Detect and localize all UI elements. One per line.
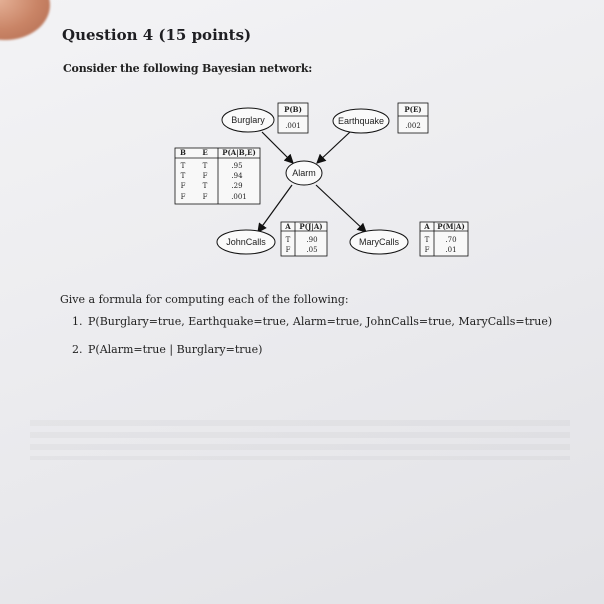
cpt-alarm-cell: F [202, 172, 208, 180]
cpt-johncalls-cell: .90 [306, 236, 318, 244]
edge-burglary-alarm [262, 132, 293, 163]
cpt-alarm-cell: F [180, 182, 186, 190]
cpt-marycalls-cell: .01 [445, 246, 457, 254]
cpt-earthquake-value: .002 [405, 122, 421, 130]
cpt-alarm-cell: .95 [231, 162, 243, 170]
show-through-text [30, 420, 570, 460]
node-johncalls-label: JohnCalls [226, 237, 266, 247]
cpt-marycalls-header-a: A [424, 222, 430, 231]
task-number: 1. [72, 315, 83, 328]
question-title: Question 4 (15 points) [62, 26, 252, 44]
cpt-alarm-header-e: E [202, 148, 208, 157]
cpt-johncalls-cell: T [285, 236, 291, 244]
node-johncalls [217, 230, 275, 254]
cpt-alarm-cell: .001 [231, 193, 247, 201]
node-marycalls-label: MaryCalls [358, 237, 400, 247]
node-alarm-label: Alarm [292, 168, 316, 178]
cpt-alarm-cell: T [180, 172, 186, 180]
cpt-burglary [278, 103, 308, 133]
node-burglary [222, 108, 274, 132]
cpt-earthquake-header: P(E) [404, 105, 422, 114]
cpt-alarm-cell: F [202, 193, 208, 201]
tasks-intro: Give a formula for computing each of the following: [60, 293, 349, 306]
cpt-alarm-cell: .29 [231, 182, 243, 190]
cpt-earthquake [398, 103, 428, 133]
cpt-alarm-cell: .94 [231, 172, 243, 180]
node-earthquake [333, 109, 389, 133]
cpt-marycalls-header-p: P(M|A) [437, 222, 465, 231]
node-earthquake-label: Earthquake [337, 116, 385, 126]
cpt-johncalls-cell: .05 [306, 246, 318, 254]
task-text: P(Burglary=true, Earthquake=true, Alarm=true, JohnCalls=true, MaryCalls=true) [88, 315, 553, 328]
cpt-alarm-cell: T [202, 182, 208, 190]
cpt-johncalls-cell: F [285, 246, 291, 254]
cpt-johncalls [281, 222, 327, 256]
cpt-johncalls-header-p: P(J|A) [299, 222, 323, 231]
cpt-burglary-header: P(B) [284, 105, 302, 114]
task-item [72, 315, 552, 328]
cpt-alarm-cell: T [202, 162, 208, 170]
question-intro: Consider the following Bayesian network: [63, 62, 313, 75]
task-text: P(Alarm=true | Burglary=true) [88, 343, 263, 356]
node-burglary-label: Burglary [231, 115, 265, 125]
cpt-johncalls-header-a: A [285, 222, 291, 231]
cpt-alarm-header-p: P(A|B,E) [222, 148, 256, 157]
cpt-marycalls-cell: F [424, 246, 430, 254]
cpt-marycalls-cell: .70 [445, 236, 457, 244]
cpt-alarm-header-b: B [180, 148, 186, 157]
task-item [72, 343, 262, 356]
edge-earthquake-alarm [317, 132, 350, 163]
cpt-marycalls [420, 222, 468, 256]
cpt-marycalls-cell: T [424, 236, 430, 244]
task-number: 2. [72, 343, 83, 356]
cpt-alarm-cell: F [180, 193, 186, 201]
node-marycalls [350, 230, 408, 254]
cpt-burglary-value: .001 [285, 122, 301, 130]
cpt-alarm [175, 148, 260, 204]
cpt-alarm-cell: T [180, 162, 186, 170]
node-alarm [286, 161, 322, 185]
